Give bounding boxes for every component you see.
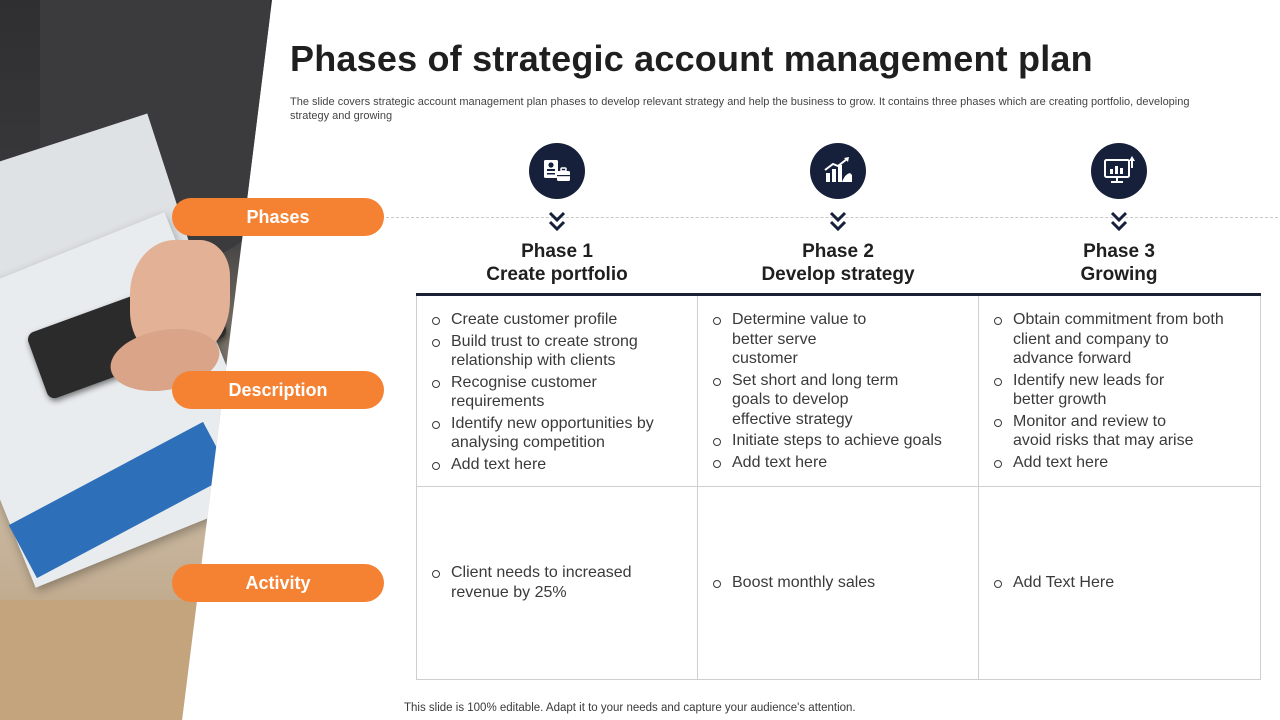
list-item: Add Text Here [979, 573, 1260, 593]
description-cell-phase-1 [416, 296, 698, 487]
page-subtitle: The slide covers strategic account management plan phases to develop relevant strategy and help the business to grow. It contains three phases which are creating portfolio, developing strategy and growing [290, 96, 1190, 122]
phase-name: Develop strategy [761, 264, 915, 285]
presentation-growth-icon [1091, 143, 1147, 199]
list-item: Obtain commitment from both client and company to advance forward [979, 310, 1260, 369]
description-cell-phase-3 [979, 296, 1261, 487]
activity-cell-phase-1 [416, 487, 698, 680]
growth-chart-hand-icon [810, 143, 866, 199]
customer-profile-icon [529, 143, 585, 199]
activity-cell-phase-2 [698, 487, 979, 680]
phase-name: Growing [1080, 264, 1158, 285]
list-item: Determine value to better serve customer [698, 310, 978, 369]
list-item: Set short and long term goals to develop effective strategy [698, 371, 978, 430]
list-item: Add text here [698, 453, 978, 473]
chevron-down-icon [548, 211, 566, 235]
list-item: Create customer profile [417, 310, 697, 330]
phase-2-heading [698, 240, 978, 286]
list-item: Monitor and review to avoid risks that may arise [979, 412, 1260, 451]
activity-cell-phase-3 [979, 487, 1261, 680]
page-title: Phases of strategic account management plan [290, 38, 1093, 79]
phase-table [416, 293, 1261, 680]
list-item: Add text here [979, 453, 1260, 473]
description-cell-phase-2 [698, 296, 979, 487]
row-label-activity: Activity [172, 564, 384, 602]
phase-1-heading [417, 240, 697, 286]
footer-note: This slide is 100% editable. Adapt it to your needs and capture your audience's attention. [404, 702, 856, 714]
phase-number: Phase 1 [521, 241, 593, 262]
phase-3-heading [979, 240, 1259, 286]
phase-number: Phase 3 [1083, 241, 1155, 262]
list-item: Identify new leads for better growth [979, 371, 1260, 410]
list-item: Build trust to create strong relationship with clients [417, 332, 697, 371]
list-item: Add text here [417, 455, 697, 475]
row-label-phases: Phases [172, 198, 384, 236]
phase-name: Create portfolio [486, 264, 628, 285]
list-item: Initiate steps to achieve goals [698, 431, 978, 451]
list-item: Identify new opportunities by analysing competition [417, 414, 697, 453]
phase-number: Phase 2 [802, 241, 874, 262]
chevron-down-icon [829, 211, 847, 235]
list-item: Recognise customer requirements [417, 373, 697, 412]
list-item: Boost monthly sales [698, 573, 978, 593]
row-label-description: Description [172, 371, 384, 409]
office-photo [0, 0, 272, 720]
list-item: Client needs to increased revenue by 25% [417, 563, 697, 602]
chevron-down-icon [1110, 211, 1128, 235]
